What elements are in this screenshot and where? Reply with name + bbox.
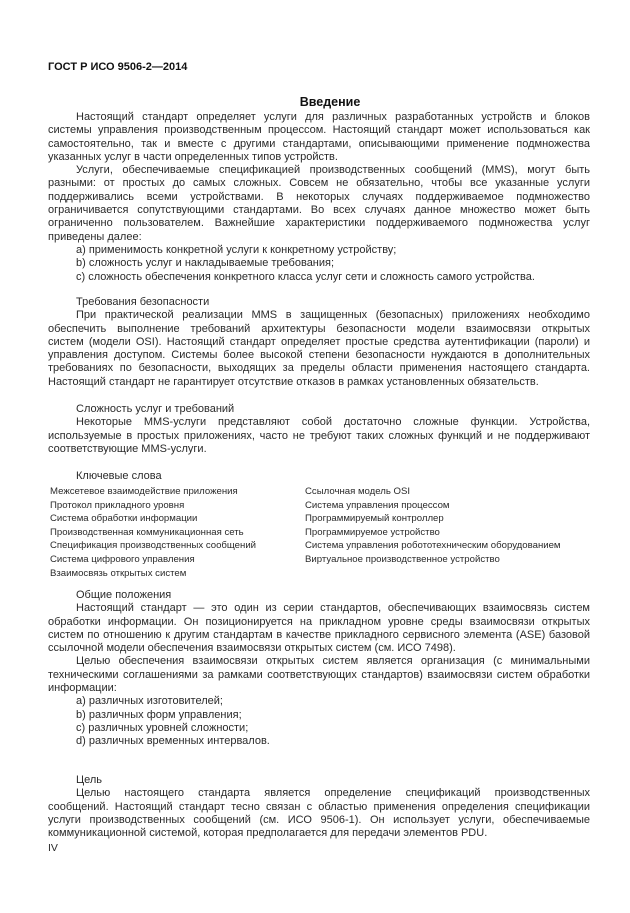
section xyxy=(48,774,590,840)
paragraph-line: Некоторые MMS-услуги представляют собой достаточно сложные функции. Устройства, xyxy=(76,416,590,429)
document-header: ГОСТ Р ИСО 9506-2—2014 xyxy=(48,61,188,73)
list-item: b) сложность услуг и накладываемые требования; xyxy=(76,257,335,270)
paragraph-line: обработки информации. Он позиционируется на прикладном уровне среды взаимосвязи открытых xyxy=(48,615,590,628)
paragraph-line: систем по отношению к другим стандартам в качестве прикладного сервисного элемента (ASE) базовой xyxy=(48,628,590,641)
paragraph-line: обеспечить выполнение требований архитектуры безопасности модели взаимосвязи открытых xyxy=(48,322,590,335)
keyword: Виртуальное производственное устройство xyxy=(305,553,500,565)
keyword: Программируемый контроллер xyxy=(305,513,444,525)
section-heading: Общие положения xyxy=(76,589,172,601)
keyword: Система цифрового управления xyxy=(50,553,195,565)
paragraph-line: указанных услуг в части определенных типов устройств. xyxy=(48,150,338,163)
section-heading: Цель xyxy=(76,774,103,786)
paragraph-line: Целью настоящего стандарта является определение спецификаций производственных xyxy=(76,787,590,800)
paragraph-line: техническими соглашениями за рамками соответствующих стандартов) взаимосвязи систем обработки xyxy=(48,668,590,681)
section-heading: Ключевые слова xyxy=(76,470,162,482)
section xyxy=(48,403,590,456)
keyword: Спецификация производственных сообщений xyxy=(50,540,257,552)
paragraph-line: соответствующие MMS-услуги. xyxy=(48,442,207,455)
section-heading: Сложность услуг и требований xyxy=(76,403,235,415)
paragraph-line: приведены далее: xyxy=(48,230,142,243)
paragraph-line: Настоящий стандарт не гарантирует отсутствие отказов в рамках установленных обязательств. xyxy=(48,375,539,388)
paragraph-line: систем (модели OSI). Настоящий стандарт определяет простые средства аутентификации (пароли) и xyxy=(48,335,590,348)
paragraph-line: При практической реализации MMS в защищенных (безопасных) приложениях необходимо xyxy=(76,309,590,322)
list-item: a) применимость конкретной услуги к конкретному устройству; xyxy=(76,243,397,256)
page-number: IV xyxy=(48,842,58,854)
paragraph-line: используемые в простых приложениях, часто не требуют таких сложных функций и не поддерживают xyxy=(48,429,590,442)
section xyxy=(48,111,590,284)
keyword: Система управления робототехническим оборудованием xyxy=(305,540,561,552)
paragraph-line: ссылочной модели обеспечения взаимосвязи открытых систем (см. ИСО 7498). xyxy=(48,642,456,655)
section-heading: Требования безопасности xyxy=(76,296,210,308)
paragraph-line: информации: xyxy=(48,682,117,695)
paragraph-line: Целью обеспечения взаимосвязи открытых систем является организация (с минимальными xyxy=(76,655,590,668)
keyword: Взаимосвязь открытых систем xyxy=(50,567,187,579)
paragraph-line: системы управления производственным процессом. Настоящий стандарт может использоваться как xyxy=(48,124,590,137)
section xyxy=(48,589,590,749)
paragraph-line: требованиях по безопасности, выходящих за пределы области применения настоящего стандарта. xyxy=(48,362,590,375)
paragraph-line: самостоятельно, так и вместе с другими стандартами, описывающими применение подмножества xyxy=(48,137,590,150)
keyword: Программируемое устройство xyxy=(305,526,440,538)
paragraph-line: поддерживались всеми устройствами. В некоторых случаях поддерживаемое подмножество xyxy=(48,190,590,203)
paragraph-line: Настоящий стандарт — это один из серии стандартов, обеспечивающих взаимосвязь систем xyxy=(76,602,590,615)
list-item: b) различных форм управления; xyxy=(76,708,242,721)
paragraph-line: сообщений. Настоящий стандарт тесно связан с областью применения определения спецификации xyxy=(48,800,590,813)
keyword: Система управления процессом xyxy=(305,499,450,511)
keyword: Производственная коммуникационная сеть xyxy=(50,526,244,538)
paragraph-line: услуги производственных сообщений (см. ИСО 9506-1). Он использует услуги, обеспечиваемые xyxy=(48,813,590,826)
section xyxy=(48,296,590,389)
keyword: Протокол прикладного уровня xyxy=(50,499,185,511)
list-item: c) различных уровней сложности; xyxy=(76,721,249,734)
paragraph-line: Настоящий стандарт определяет услуги для различных разработанных устройств и блоков xyxy=(76,111,590,123)
list-item: d) различных временных интервалов. xyxy=(76,735,270,748)
list-item: c) сложность обеспечения конкретного класса услуг сети и сложность самого устройства. xyxy=(76,270,535,283)
list-item: a) различных изготовителей; xyxy=(76,695,223,708)
paragraph-line: управления доступом. Системы более высокой степени безопасности нуждаются в дополнительных xyxy=(48,349,590,362)
keywords-left-column xyxy=(50,485,256,580)
keyword: Ссылочная модель OSI xyxy=(305,486,411,497)
keyword: Система обработки информации xyxy=(50,513,198,525)
paragraph-line: Услуги, обеспечиваемые спецификацией производственных сообщений (MMS), могут быть xyxy=(76,164,590,177)
paragraph-line: коммуникационной системой, которая предполагается для передачи элементов PDU. xyxy=(48,827,488,840)
keyword: Межсетевое взаимодействие приложения xyxy=(50,486,238,497)
section-title: Введение xyxy=(299,95,361,109)
paragraph-line: разными: от простых до самых сложных. Совсем не обязательно, чтобы все указанные услуги xyxy=(48,177,590,190)
keywords-right-column xyxy=(305,485,561,567)
paragraph-line: ограниченно пользователем. Важнейшие характеристики поддерживаемого подмножества услуг xyxy=(48,217,590,230)
section xyxy=(48,470,590,483)
paragraph-line: ограничивается сопутствующими стандартами. Во всех случаях данное множество может быть xyxy=(48,204,590,217)
